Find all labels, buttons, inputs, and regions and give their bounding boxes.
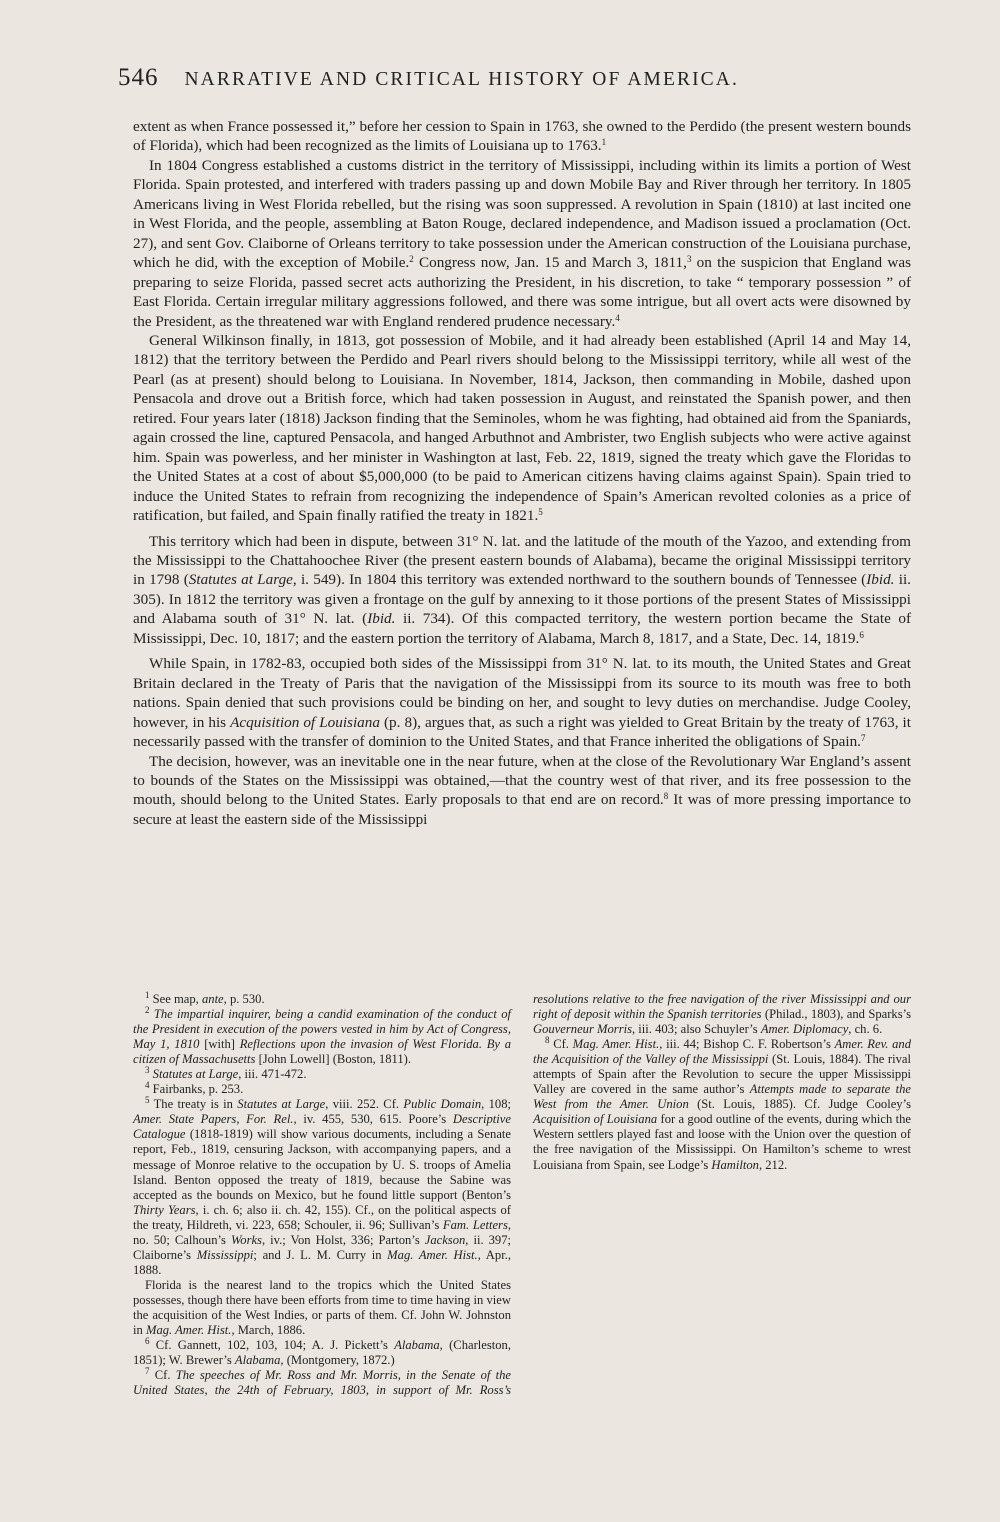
paragraph-2: In 1804 Congress established a customs district in the territory of Mississippi, including within its limits a portion of West Florida. Spain protested, and interfered with traders passing up and down Mobile Bay and River through her territory. In 1805 Americans living in West Florida rebelled, but the rising was soon suppressed. A revolution in Spain (1810) at last incited one in West Florida, and the people, assembling at Baton Rouge, declared independence, and Madison issued a proclamation (Oct. 27), and sent Gov. Claiborne of Orleans territory to take possession under the American construction of the Louisiana purchase, which he did, with the exception of Mobile.$^2$ Congress now, Jan. 15 and March 3, 1811,$^3$ on the suspicion that England was preparing to seize Florida, passed secret acts authorizing the President, in his discretion, to take “ temporary possession ” of East Florida. Certain irregular military aggressions followed, and there was some intrigue, but all overt acts were disowned by the President, as the threatened war with England rendered prudence necessary.$^4$ xyxy=(133,156,911,330)
paragraph-3: General Wilkinson finally, in 1813, got possession of Mobile, and it had already been established (April 14 and May 14, 1812) that the territory between the Perdido and Pearl rivers should belong to the Mississippi territory, while all west of the Pearl (as at present) should belong to Louisiana. In November, 1814, Jackson, then commanding in Mobile, dashed upon Pensacola and drove out a British force, which had taken possession in August, and reinstated the Spanish power, and then retired. Four years later (1818) Jackson finding that the Seminoles, whom he was fighting, had obtained aid from the Spaniards, again crossed the line, captured Pensacola, and hanged Arbuthnot and Ambrister, two English subjects who were active against him. Spain was powerless, and her minister in Washington at last, Feb. 22, 1819, signed the treaty which gave the Floridas to the United States at a cost of about $5,000,000 (to be paid to American citizens having claims against Spain). Spain tried to induce the United States to refrain from recognizing the independence of Spain’s American revolted colonies as a price of ratification, but failed, and Spain finally ratified the treaty in 1821.$^5$ xyxy=(133,331,911,525)
paragraph-4: This territory which had been in dispute, between 31° N. lat. and the latitude of the mouth of the Yazoo, and extending from the Mississippi to the Chattahoochee River (the present eastern bounds of Alabama), became the original Mississippi territory in 1798 (Statutes at Large, i. 549). In 1804 this territory was extended northward to the southern bounds of Tennessee (Ibid. ii. 305). In 1812 the territory was given a frontage on the gulf by annexing to it those portions of the present States of Mississippi and Alabama south of 31° N. lat. (Ibid. ii. 734). Of this compacted territory, the western portion became the State of Mississippi, Dec. 10, 1817; and the eastern portion the territory of Alabama, March 8, 1817, and a State, Dec. 14, 1819.$^6$ xyxy=(133,532,912,647)
footnote-2: $^2$ The impartial inquirer, being a candid examination of the conduct of the President in execution of the powers vested in him by Act of Congress, May 1, 1810 [with] Reflections upon the invasion of West Florida. By a citizen of Massachusetts [John Lowell] (Boston, 1811). xyxy=(133,1005,512,1067)
paragraph-5: While Spain, in 1782-83, occupied both sides of the Mississippi from 31° N. lat. to its mouth, the United States and Great Britain declared in the Treaty of Paris that the navigation of the Mississippi from its source to its mouth was free to both nations. Spain denied that such provisions could be binding on her, and sought to levy duties on merchandise. Judge Cooley, however, in his Acquisition of Louisiana (p. 8), argues that, as such a right was yielded to Great Britain by the treaty of 1763, it necessarily passed with the transfer of dominion to the United States, and that France inherited the obligations of Spain.$^7$ xyxy=(133,655,912,751)
main-text xyxy=(133,117,911,829)
paragraph-1: extent as when France possessed it,” before her cession to Spain in 1763, she owned to the Perdido (the present western bounds of Florida), which had been recognized as the limits of Louisiana up to 1763.$^1$ xyxy=(133,118,911,155)
footnote-5: $^5$ The treaty is in Statutes at Large, viii. 252. Cf. Public Domain, 108; Amer. State Papers, For. Rel., iv. 455, 530, 615. Poore’s Descriptive Catalogue (1818-1819) will show various documents, including a Senate report, Feb., 1819, censuring Jackson, with accompanying papers, and a message of Monroe relative to the occupation by U. S. troops of Amelia Island. Benton opposed the treaty of 1819, because the Sabine was accepted as the bounds on Mexico, but he found little support (Benton’s Thirty Years, i. ch. 6; also ii. ch. 42, 155). Cf., on the political aspects of the treaty, Hildreth, vi. 223, 658; Schouler, ii. 96; Sullivan’s Fam. Letters, no. 50; Calhoun’s Works, iv.; Von Holst, 336; Parton’s Jackson, ii. 397; Claiborne’s Mississippi; and J. L. M. Curry in Mag. Amer. Hist., Apr., 1888. xyxy=(133,1095,512,1277)
footnotes xyxy=(133,992,911,1412)
running-title: NARRATIVE AND CRITICAL HISTORY OF AMERICA. xyxy=(184,69,739,90)
page-header xyxy=(118,64,830,92)
paragraph-6: The decision, however, was an inevitable one in the near future, when at the close of the Revolutionary War England’s assent to bounds of the States on the Mississippi was obtained,—that the country west of that river, and its free possession to the mouth, should belong to the United States. Early proposals to that end are on record.$^8$ It was of more pressing importance to secure at least the eastern side of the Mississippi xyxy=(133,752,911,828)
footnote-ref: 8 xyxy=(663,791,669,802)
footnote-4: $^4$ Fairbanks, p. 253. xyxy=(145,1080,244,1097)
footnote-ref: 1 xyxy=(601,137,607,148)
footnote-ref: 5 xyxy=(538,507,543,518)
page-number: 546 xyxy=(118,64,159,91)
footnote-ref: 3 xyxy=(686,254,692,265)
footnote-8: $^8$ Cf. Mag. Amer. Hist., iii. 44; Bishop C. F. Robertson’s Amer. Rev. and the Acquisition of the Valley of the Mississippi (St. Louis, 1884). The rival attempts of Spain after the Revolution to secure the upper Mississippi Valley are covered in the same author’s Attempts made to separate the West from the Amer. Union (St. Louis, 1885). Cf. Judge Cooley’s Acquisition of Louisiana for a good outline of the events, during which the Western settlers played fast and loose with the Union over the question of the free navigation of the Mississippi. On Hamilton’s scheme to wrest Louisiana from Spain, see Lodge’s Hamilton, 212. xyxy=(533,1035,911,1172)
footnote-ref: 7 xyxy=(860,733,866,744)
footnote-1: $^1$ See map, ante, p. 530. xyxy=(145,990,265,1006)
footnote-ref: 6 xyxy=(859,629,864,640)
footnote-5-continued: Florida is the nearest land to the tropics which the United States possesses, though there have been efforts from time to time having in view the acquisition of the West Indies, or parts of them. Cf. John W. Johnston in Mag. Amer. Hist., March, 1886. xyxy=(133,1277,511,1338)
footnote-ref: 4 xyxy=(615,312,620,323)
footnote-6: $^6$ Cf. Gannett, 102, 103, 104; A. J. Pickett’s Alabama, (Charleston, 1851); W. Brewer’s Alabama, (Montgomery, 1872.) xyxy=(133,1336,512,1368)
footnote-ref: 2 xyxy=(409,254,414,265)
footnote-3: $^3$ Statutes at Large, iii. 471-472. xyxy=(145,1065,307,1082)
footnote-7: $^7$ Cf. The speeches of Mr. Ross and Mr. Morris, in the Senate of the United States, the 24th of February, 1803, in support of Mr. Ross’s resolutions relative to the free navigation of the river Mississippi and our right of deposit within the Spanish territories (Philad., 1803), and Sparks’s Gouverneur Morris, iii. 403; also Schuyler’s Amer. Diplomacy, ch. 6. xyxy=(133,992,911,1398)
